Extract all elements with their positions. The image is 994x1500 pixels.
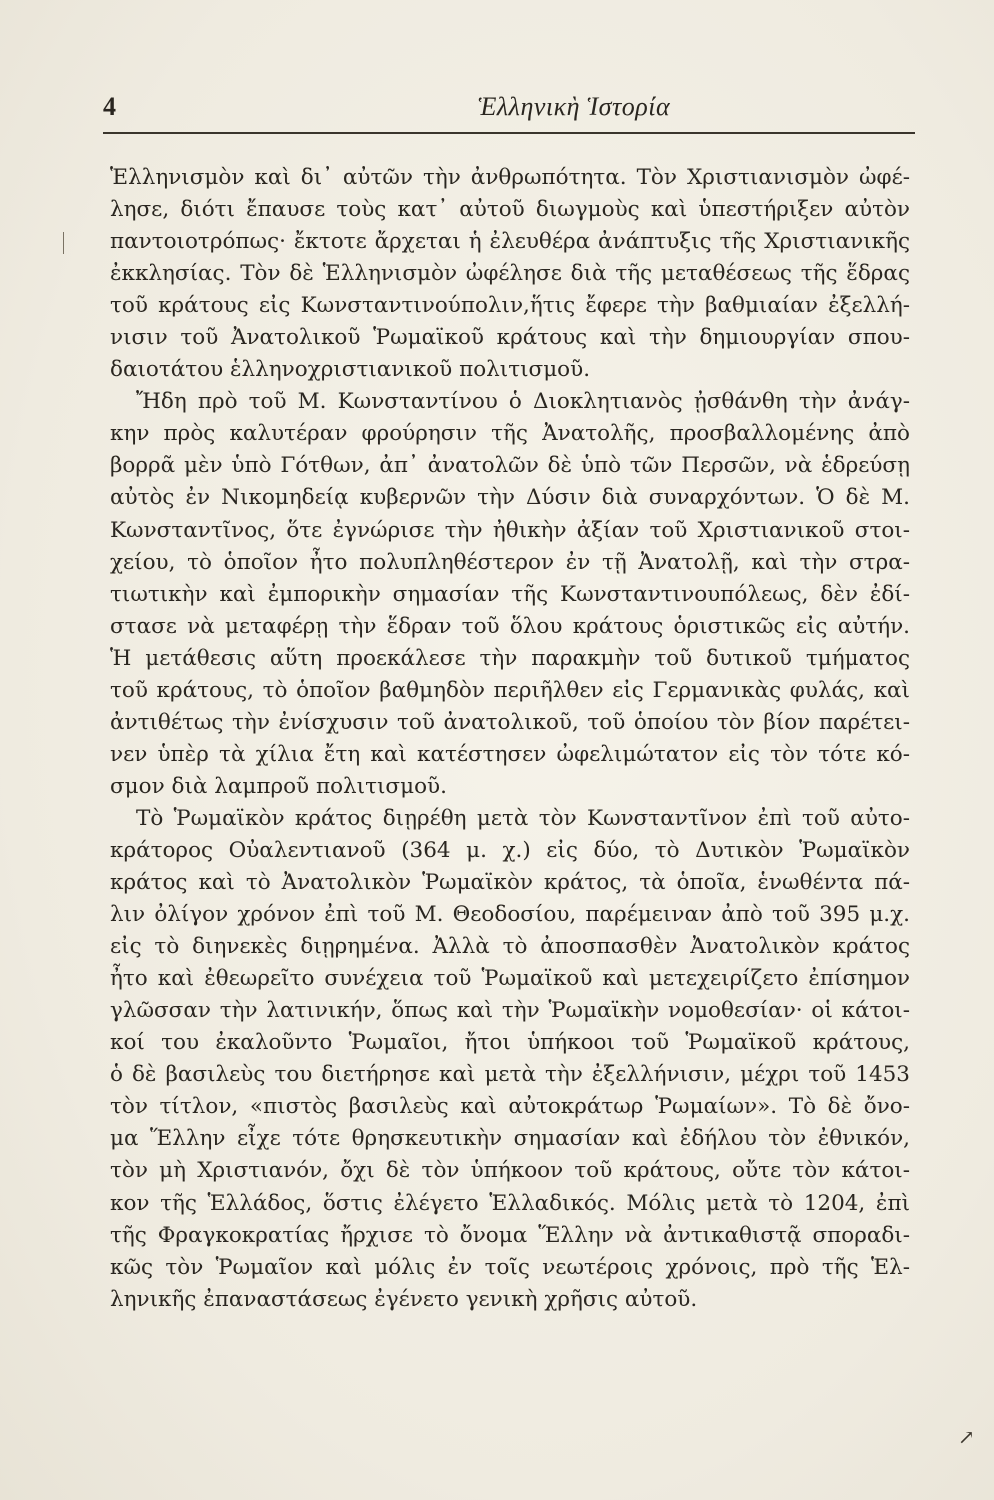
text-line: τιωτικὴν καὶ ἐμπορικὴν σημασίαν τῆς Κωνσταντινουπόλεως, δὲν ἐδί-	[110, 581, 910, 607]
body-text	[110, 162, 910, 1316]
text-line: σμον διὰ λαμπροῦ πολιτισμοῦ.	[110, 773, 447, 799]
text-line: Ἑλληνισμὸν καὶ δι᾿ αὐτῶν τὴν ἀνθρωπότητα. Τὸν Χριστιανισμὸν ὠφέ-	[110, 165, 910, 190]
text-line: ἦτο καὶ ἐθεωρεῖτο συνέχεια τοῦ Ῥωμαϊκοῦ καὶ μετεχειρίζετο ἐπίσημον	[110, 966, 910, 992]
text-line: γλῶσσαν τὴν λατινικήν, ὅπως καὶ τὴν Ῥωμαϊκὴν νομοθεσίαν· οἱ κάτοι-	[110, 998, 910, 1024]
margin-arrow-icon: ↗	[958, 1425, 975, 1449]
text-line: τοῦ κράτους εἰς Κωνσταντινούπολιν,ἥτις ἔφερε τὴν βαθμιαίαν ἐξελλή-	[110, 293, 910, 319]
text-line: εἰς τὸ διηνεκὲς διῃρημένα. Ἀλλὰ τὸ ἀποσπασθὲν Ἀνατολικὸν κράτος	[110, 934, 910, 960]
text-line: κοί του ἐκαλοῦντο Ῥωμαῖοι, ἤτοι ὑπήκοοι τοῦ Ῥωμαϊκοῦ κράτους,	[110, 1030, 910, 1056]
text-line: παντοιοτρόπως· ἔκτοτε ἄρχεται ἡ ἐλευθέρα ἀνάπτυξις τῆς Χριστιανικῆς	[110, 229, 910, 255]
text-line: κράτος καὶ τὸ Ἀνατολικὸν Ῥωμαϊκὸν κράτος, τὰ ὁποῖα, ἑνωθέντα πά-	[110, 870, 910, 896]
text-line: δαιοτάτου ἑλληνοχριστιανικοῦ πολιτισμοῦ.	[110, 357, 591, 383]
text-line: χείου, τὸ ὁποῖον ἦτο πολυπληθέστερον ἐν τῇ Ἀνατολῇ, καὶ τὴν στρα-	[110, 549, 910, 575]
text-line: στασε νὰ μεταφέρῃ τὴν ἕδραν τοῦ ὅλου κράτους ὁριστικῶς εἰς αὐτήν.	[110, 613, 910, 639]
text-line: τὸν μὴ Χριστιανόν, ὄχι δὲ τὸν ὑπήκοον τοῦ κράτους, οὔτε τὸν κάτοι-	[110, 1158, 910, 1184]
text-line: κην πρὸς καλυτέραν φρούρησιν τῆς Ἀνατολῆς, προσβαλλομένης ἀπὸ	[110, 421, 910, 447]
text-line: ἐκκλησίας. Τὸν δὲ Ἑλληνισμὸν ὠφέλησε διὰ τῆς μεταθέσεως τῆς ἕδρας	[110, 261, 910, 287]
text-line: ἀντιθέτως τὴν ἐνίσχυσιν τοῦ ἀνατολικοῦ, τοῦ ὁποίου τὸν βίον παρέτει-	[110, 709, 910, 735]
page-header	[103, 92, 915, 132]
text-line: τὸν τίτλον, «πιστὸς βασιλεὺς καὶ αὐτοκράτωρ Ῥωμαίων». Τὸ δὲ ὄνο-	[110, 1094, 910, 1120]
text-line: νεν ὑπὲρ τὰ χίλια ἔτη καὶ κατέστησεν ὠφελιμώτατον εἰς τὸν τότε κό-	[110, 741, 910, 767]
header-rule	[103, 132, 915, 134]
text-line: τοῦ κράτους, τὸ ὁποῖον βαθμηδὸν περιῆλθεν εἰς Γερμανικὰς φυλάς, καὶ	[110, 677, 910, 703]
text-line: ληνικῆς ἐπαναστάσεως ἐγένετο γενικὴ χρῆσις αὐτοῦ.	[110, 1286, 698, 1312]
text-line: βορρᾶ μὲν ὑπὸ Γότθων, ἀπ᾿ ἀνατολῶν δὲ ὑπὸ τῶν Περσῶν, νὰ ἑδρεύσῃ	[110, 453, 910, 479]
text-line: λιν ὀλίγον χρόνον ἐπὶ τοῦ Μ. Θεοδοσίου, παρέμειναν ἀπὸ τοῦ 395 μ.χ.	[110, 902, 910, 928]
margin-tick	[63, 232, 64, 254]
text-line: κράτορος Οὐαλεντιανοῦ (364 μ. χ.) εἰς δύο, τὸ Δυτικὸν Ῥωμαϊκὸν	[110, 837, 910, 863]
text-line: Ἤδη πρὸ τοῦ Μ. Κωνσταντίνου ὁ Διοκλητιανὸς ᾐσθάνθη τὴν ἀνάγ-	[136, 389, 910, 415]
text-line: μα Ἕλλην εἶχε τότε θρησκευτικὴν σημασίαν καὶ ἐδήλου τὸν ἐθνικόν,	[110, 1126, 910, 1152]
text-line: τῆς Φραγκοκρατίας ἤρχισε τὸ ὄνομα Ἕλλην νὰ ἀντικαθιστᾷ σποραδι-	[110, 1222, 910, 1248]
text-line: κον τῆς Ἑλλάδος, ὅστις ἐλέγετο Ἑλλαδικός. Μόλις μετὰ τὸ 1204, ἐπὶ	[110, 1190, 910, 1216]
text-line: αὐτὸς ἐν Νικομηδείᾳ κυβερνῶν τὴν Δύσιν διὰ συναρχόντων. Ὁ δὲ Μ.	[110, 485, 910, 511]
text-line: ὁ δὲ βασιλεὺς του διετήρησε καὶ μετὰ τὴν ἐξελλήνισιν, μέχρι τοῦ 1453	[110, 1062, 910, 1088]
text-line: κῶς τὸν Ῥωμαῖον καὶ μόλις ἐν τοῖς νεωτέροις χρόνοις, πρὸ τῆς Ἑλ-	[110, 1254, 910, 1280]
text-line: Κωνσταντῖνος, ὅτε ἐγνώρισε τὴν ἠθικὴν ἀξίαν τοῦ Χριστιανικοῦ στοι-	[110, 517, 910, 543]
text-line: Ἡ μετάθεσις αὕτη προεκάλεσε τὴν παρακμὴν τοῦ δυτικοῦ τμήματος	[110, 645, 910, 671]
running-title: Ἑλληνικὴ Ἱστορία	[478, 92, 671, 121]
text-line: Τὸ Ῥωμαϊκὸν κράτος διῃρέθη μετὰ τὸν Κωνσταντῖνον ἐπὶ τοῦ αὐτο-	[136, 805, 910, 831]
text-line: λησε, διότι ἔπαυσε τοὺς κατ᾿ αὐτοῦ διωγμοὺς καὶ ὑπεστήριξεν αὐτὸν	[110, 197, 910, 223]
text-line: νισιν τοῦ Ἀνατολικοῦ Ῥωμαϊκοῦ κράτους καὶ τὴν δημιουργίαν σπου-	[110, 325, 910, 351]
page-number: 4	[103, 92, 116, 121]
